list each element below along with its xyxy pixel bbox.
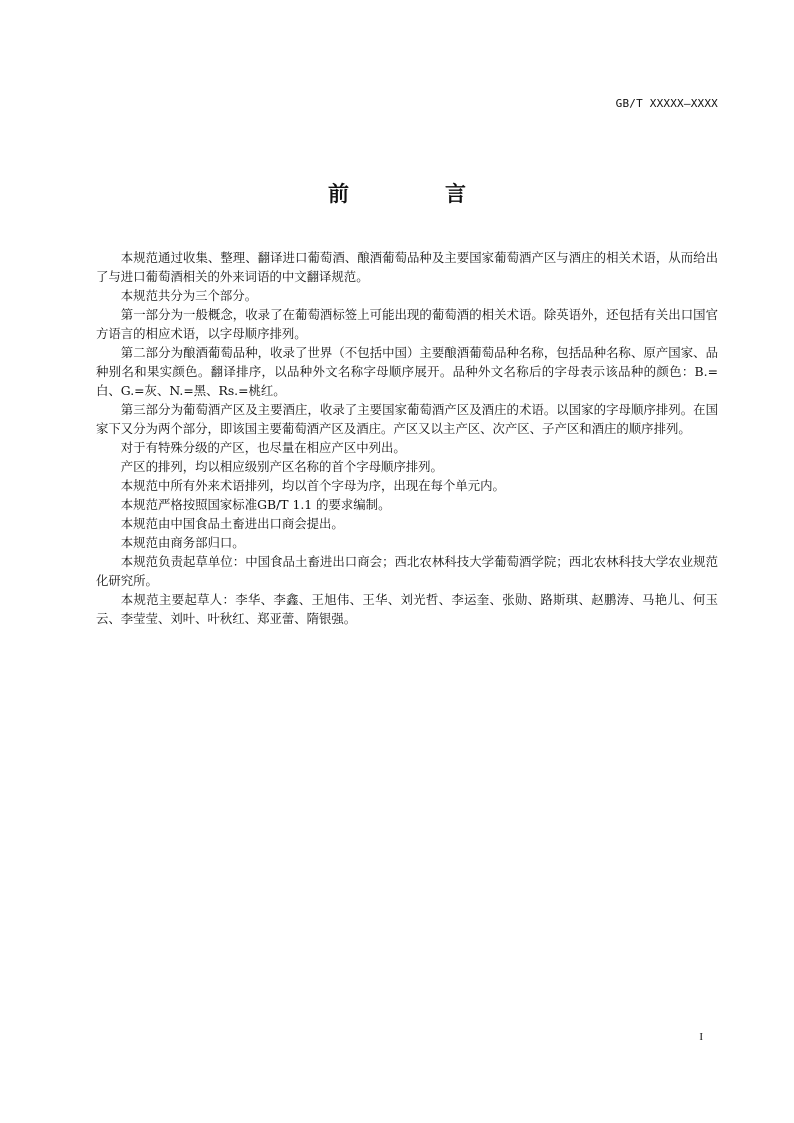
paragraph-parts: 本规范共分为三个部分。 xyxy=(120,288,258,303)
paragraph-drafting-units: 本规范负责起草单位：中国食品土畜进出口商会；西北农林科技大学葡萄酒学院；西北农林科技大学农业规范化研究所。 xyxy=(96,554,718,588)
paragraph-administrator: 本规范由商务部归口。 xyxy=(120,535,245,550)
paragraph-proposer: 本规范由中国食品土畜进出口商会提出。 xyxy=(120,516,344,531)
standard-code: GB/T XXXXX—XXXX xyxy=(615,97,718,110)
paragraph-special-grading: 对于有特殊分级的产区，也尽量在相应产区中列出。 xyxy=(120,440,406,455)
foreword-body xyxy=(96,248,718,628)
title-char-1: 前 xyxy=(328,182,349,206)
paragraph-part-three: 第三部分为葡萄酒产区及主要酒庄，收录了主要国家葡萄酒产区及酒庄的术语。以国家的字母顺序排列。在国家下又分为两个部分，即该国主要葡萄酒产区及酒庄。产区又以主产区、次产区、子产区和酒庄的顺序排列。 xyxy=(96,402,718,436)
paragraph-term-order: 本规范中所有外来术语排列，均以首个字母为序，出现在每个单元内。 xyxy=(120,478,505,493)
title-char-2: 言 xyxy=(445,182,466,206)
page-title xyxy=(0,178,794,208)
paragraph-part-one: 第一部分为一般概念，收录了在葡萄酒标签上可能出现的葡萄酒的相关术语。除英语外，还包括有关出口国官方语言的相应术语，以字母顺序排列。 xyxy=(96,307,718,341)
paragraph-region-order: 产区的排列，均以相应级别产区名称的首个字母顺序排列。 xyxy=(120,459,443,474)
paragraph-drafting-rules: 本规范严格按照国家标准GB/T 1.1 的要求编制。 xyxy=(120,497,391,512)
page-number: I xyxy=(699,1031,703,1043)
paragraph-drafters: 本规范主要起草人：李华、李鑫、王旭伟、王华、刘光哲、李运奎、张勋、路斯琪、赵鹏涛、马艳儿、何玉云、李莹莹、刘叶、叶秋红、郑亚蕾、隋银强。 xyxy=(96,592,718,626)
paragraph-part-two: 第二部分为酿酒葡萄品种，收录了世界（不包括中国）主要酿酒葡萄品种名称，包括品种名称、原产国家、品种别名和果实颜色。翻译排序，以品种外文名称字母顺序展开。品种外文名称后的字母表示该品种的颜色：B.=白、G.=灰、N.=黑、Rs.=桃红。 xyxy=(96,345,718,398)
paragraph-intro: 本规范通过收集、整理、翻译进口葡萄酒、酿酒葡萄品种及主要国家葡萄酒产区与酒庄的相关术语，从而给出了与进口葡萄酒相关的外来词语的中文翻译规范。 xyxy=(96,250,718,284)
